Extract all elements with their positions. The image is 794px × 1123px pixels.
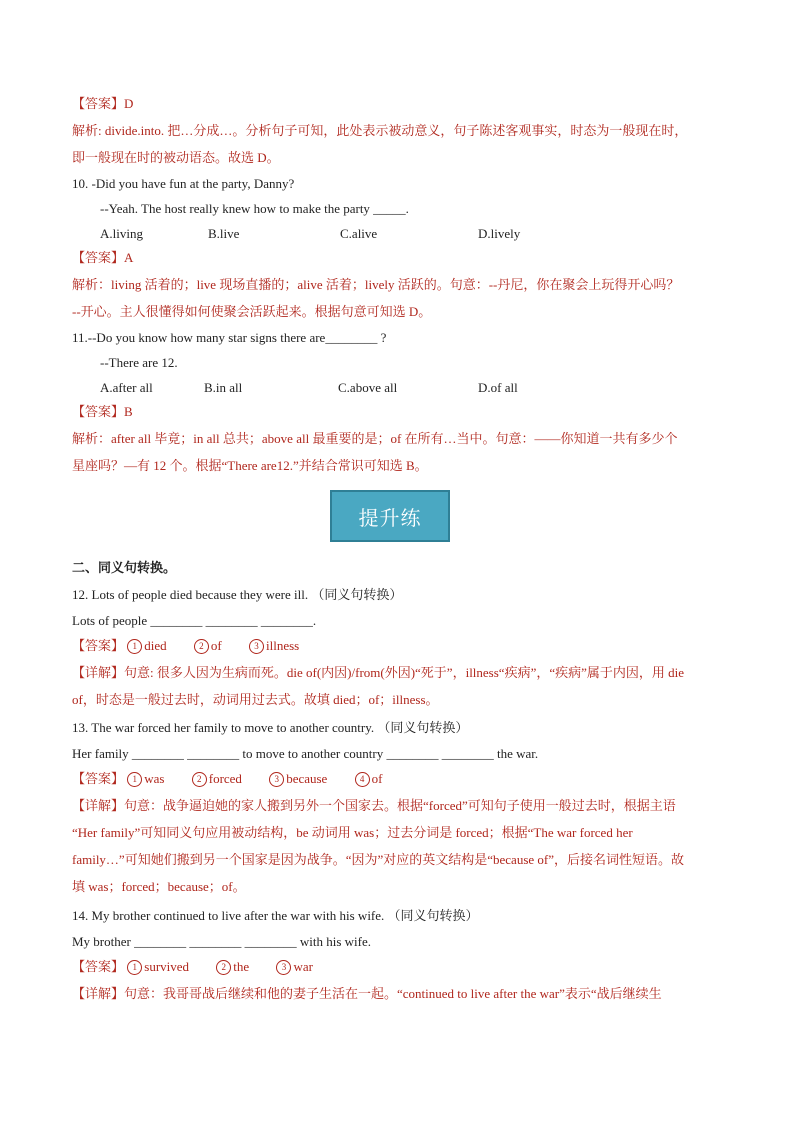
detail-label: 【详解】 [72, 798, 125, 813]
answer-label: 【答案】 [72, 771, 125, 786]
q11-question: 11.--Do you know how many star signs there are________ ? [72, 330, 387, 345]
q10-question: 10. -Did you have fun at the party, Danny? [72, 176, 295, 191]
answer-1: died [144, 638, 167, 653]
detail-label: 【详解】 [72, 665, 125, 680]
q13-detail-2: “Her family”可知同义句应用被动结构，be 动词用 was；过去分词是 forced；根据“The war forced her [72, 825, 633, 840]
q10-analysis-2: --开心。主人很懂得如何使聚会活跃起来。根据句意可知选 D。 [72, 304, 432, 319]
detail-text: 句意：我哥哥战后继续和他的妻子生活在一起。“continued to live after the war”表示“战后继续生 [124, 986, 662, 1001]
circled-number-4: 4 [355, 772, 370, 787]
q11-reply: --There are 12. [100, 355, 178, 370]
q10-option-d: D.lively [478, 226, 521, 241]
answer-value: A [124, 250, 134, 265]
circled-number-3: 3 [249, 639, 264, 654]
q13-question: 13. The war forced her family to move to another country. （同义句转换） [72, 720, 469, 735]
q12-detail-2: of，时态是一般过去时，动词用过去式。故填 died；of；illness。 [72, 692, 439, 707]
q11-analysis-2: 星座吗？—有 12 个。根据“There are12.”并结合常识可知选 B。 [72, 458, 428, 473]
q10-reply: --Yeah. The host really knew how to make the party _____. [100, 201, 409, 216]
q13-detail-4: 填 was；forced；because；of。 [72, 879, 246, 894]
section-banner: 提升练 [330, 490, 450, 542]
section-title: 二、同义句转换。 [72, 561, 177, 576]
q9-analysis-1: 解析: divide.into. 把…分成…。分析句子可知，此处表示被动意义，句子陈述客观事实，时态为一般现在时， [72, 123, 688, 138]
q11-option-c: C.above all [338, 380, 398, 395]
circled-number-3: 3 [276, 960, 291, 975]
q11-answer [72, 403, 133, 421]
circled-number-1: 1 [127, 639, 142, 654]
circled-number-2: 2 [192, 772, 207, 787]
answer-2: of [210, 638, 222, 653]
q13-detail-3: family…”可知她们搬到另一个国家是因为战争。“因为”对应的英文结构是“because of”，后接名词性短语。故 [72, 852, 685, 867]
q14-question: 14. My brother continued to live after the war with his wife. （同义句转换） [72, 908, 479, 923]
answer-value: B [124, 404, 133, 419]
answer-label: 【答案】 [72, 250, 125, 265]
answer-3: because [286, 771, 328, 786]
detail-text: 句意：战争逼迫她的家人搬到另外一个国家去。根据“forced”可知句子使用一般过去时，根据主语 [124, 798, 676, 813]
answer-1: survived [144, 959, 190, 974]
answer-2: forced [208, 771, 242, 786]
q11-option-b: B.in all [204, 380, 243, 395]
detail-text: 句意: 很多人因为生病而死。die of(内因)/from(外因)“死于”，illness“疾病”，“疾病”属于内因，用 die [124, 665, 685, 680]
q11-option-d: D.of all [478, 380, 518, 395]
q13-answer [72, 770, 382, 788]
q13-blank-line: Her family ________ ________ to move to another country ________ ________ the war. [72, 746, 539, 761]
answer-3: war [293, 959, 313, 974]
answer-3: illness [266, 638, 300, 653]
q14-answer [72, 958, 313, 976]
circled-number-3: 3 [269, 772, 284, 787]
answer-value: D [124, 96, 134, 111]
q11-option-a: A.after all [100, 380, 153, 395]
circled-number-2: 2 [194, 639, 209, 654]
q10-analysis-1: 解析：living 活着的；live 现场直播的；alive 活着；lively 活跃的。句意：--丹尼，你在聚会上玩得开心吗？ [72, 277, 680, 292]
circled-number-2: 2 [216, 960, 231, 975]
q9-analysis-2: 即一般现在时的被动语态。故选 D。 [72, 150, 280, 165]
q12-detail-1 [72, 664, 684, 682]
q12-answer [72, 637, 299, 655]
circled-number-1: 1 [127, 772, 142, 787]
answer-label: 【答案】 [72, 96, 125, 111]
q11-analysis-1: 解析：after all 毕竟；in all 总共；above all 最重要的是；of 在所有…当中。句意：——你知道一共有多少个 [72, 431, 678, 446]
answer-2: the [233, 959, 250, 974]
q13-detail-1 [72, 797, 676, 815]
answer-label: 【答案】 [72, 404, 125, 419]
answer-label: 【答案】 [72, 638, 125, 653]
answer-label: 【答案】 [72, 959, 125, 974]
q10-option-b: B.live [208, 226, 240, 241]
answer-4: of [371, 771, 383, 786]
circled-number-1: 1 [127, 960, 142, 975]
q12-question: 12. Lots of people died because they were ill. （同义句转换） [72, 587, 403, 602]
answer-1: was [144, 771, 165, 786]
q12-blank-line: Lots of people ________ ________ ________. [72, 613, 317, 628]
q14-blank-line: My brother ________ ________ ________ with his wife. [72, 934, 371, 949]
q14-detail-1 [72, 985, 662, 1003]
q10-option-a: A.living [100, 226, 143, 241]
detail-label: 【详解】 [72, 986, 125, 1001]
q10-option-c: C.alive [340, 226, 378, 241]
q9-answer [72, 95, 133, 113]
q10-answer [72, 249, 133, 267]
